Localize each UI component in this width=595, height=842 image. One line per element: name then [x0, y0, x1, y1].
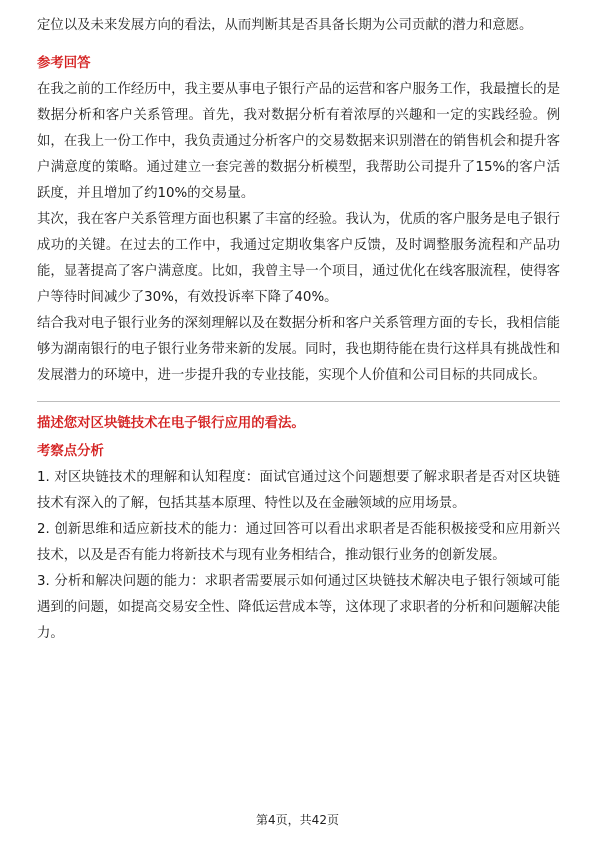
analysis-point-1: 1. 对区块链技术的理解和认知程度：面试官通过这个问题想要了解求职者是否对区块链技术有深入的了解，包括其基本原理、特性以及在金融领域的应用场景。: [37, 470, 560, 511]
analysis-point-2: 2. 创新思维和适应新技术的能力：通过回答可以看出求职者是否能积极接受和应用新兴技术，以及是否有能力将新技术与现有业务相结合，推动银行业务的创新发展。: [37, 522, 560, 563]
page-content: [37, 0, 560, 647]
answer-heading: 参考回答: [37, 56, 91, 71]
answer-paragraph-1: 在我之前的工作经历中，我主要从事电子银行产品的运营和客户服务工作，我最擅长的是数据分析和客户关系管理。首先，我对数据分析有着浓厚的兴趣和一定的实践经验。例如，在我上一份工作中，我负责通过分析客户的交易数据来识别潜在的销售机会和提升客户满意度的策略。通过建立一套完善的数据分析模型，我帮助公司提升了15%的客户活跃度，并且增加了约10%的交易量。: [37, 82, 560, 201]
analysis-heading: 考察点分析: [37, 444, 104, 459]
answer-paragraph-2: 其次，我在客户关系管理方面也积累了丰富的经验。我认为，优质的客户服务是电子银行成功的关键。在过去的工作中，我通过定期收集客户反馈，及时调整服务流程和产品功能，显著提高了客户满意度。比如，我曾主导一个项目，通过优化在线客服流程，使得客户等待时间减少了30%，有效投诉率下降了40%。: [37, 212, 560, 305]
answer-paragraph-3: 结合我对电子银行业务的深刻理解以及在数据分析和客户关系管理方面的专长，我相信能够为湖南银行的电子银行业务带来新的发展。同时，我也期待能在贵行这样具有挑战性和发展潜力的环境中，进一步提升我的专业技能，实现个人价值和公司目标的共同成长。: [37, 316, 560, 383]
question-title: 描述您对区块链技术在电子银行应用的看法。: [37, 416, 305, 431]
section-divider: [37, 401, 560, 402]
analysis-point-3: 3. 分析和解决问题的能力：求职者需要展示如何通过区块链技术解决电子银行领域可能遇到的问题，如提高交易安全性、降低运营成本等，这体现了求职者的分析和问题解决能力。: [37, 574, 560, 641]
page-footer: 第4页，共42页: [256, 813, 339, 827]
intro-tail-paragraph: 定位以及未来发展方向的看法，从而判断其是否具备长期为公司贡献的潜力和意愿。: [37, 18, 533, 33]
